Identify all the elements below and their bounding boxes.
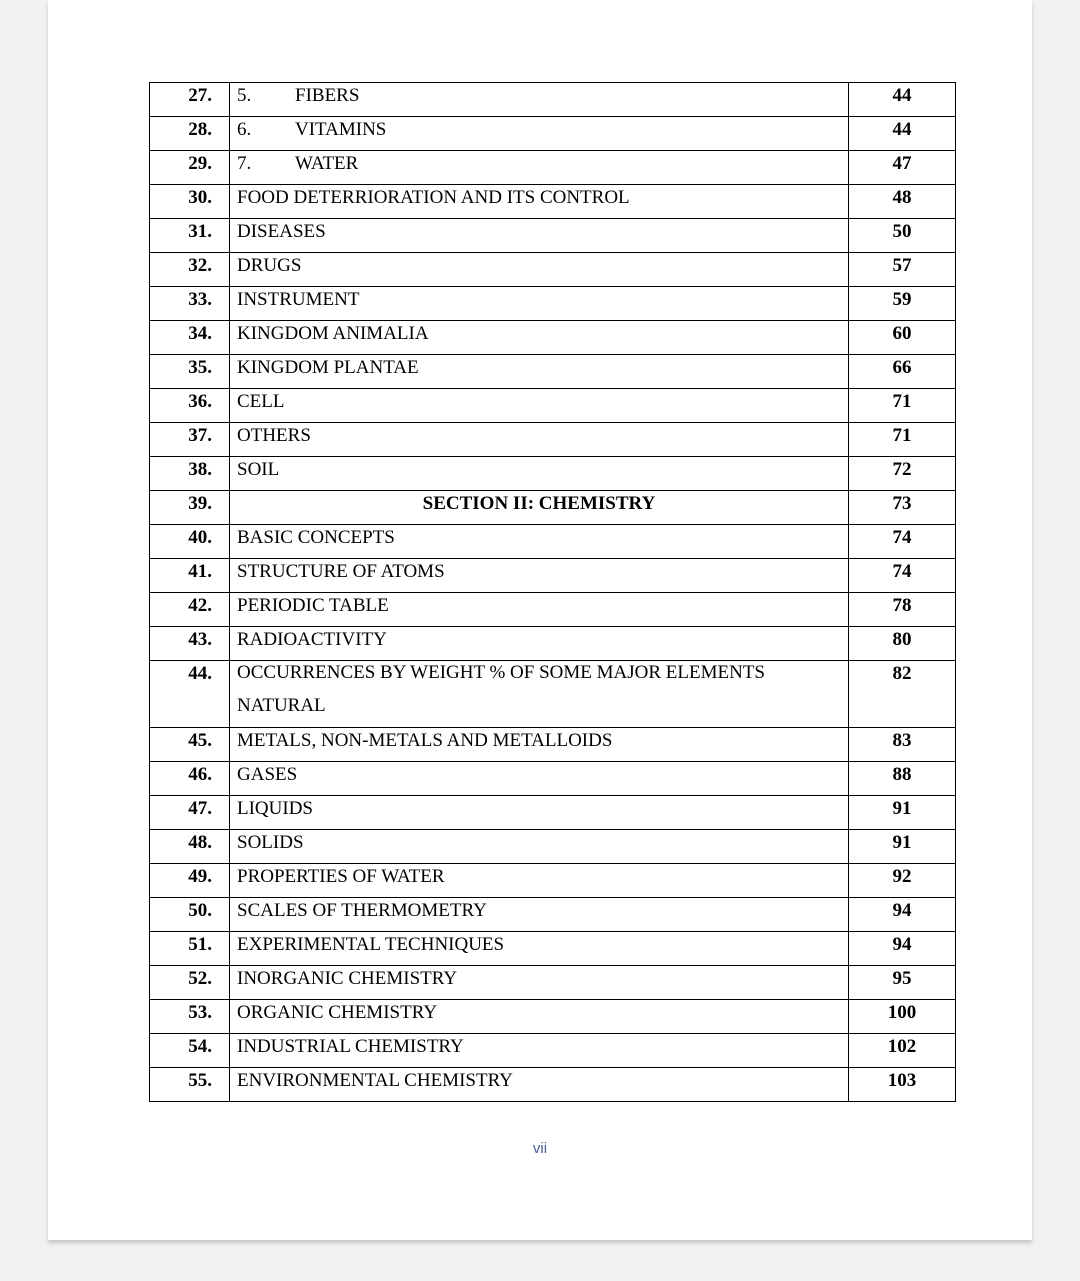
toc-row — [150, 932, 956, 966]
entry-number-text: 55. — [188, 1070, 212, 1091]
table-of-contents — [149, 82, 956, 1102]
entry-number-text: 32. — [188, 255, 212, 276]
toc-entry-number — [150, 287, 230, 321]
page-number-text: 60 — [892, 323, 912, 344]
toc-row — [150, 253, 956, 287]
toc-row — [150, 355, 956, 389]
toc-row — [150, 1034, 956, 1068]
toc-entry-number — [150, 83, 230, 117]
toc-entry-title — [230, 1068, 849, 1102]
toc-row — [150, 185, 956, 219]
entry-title-text — [230, 83, 848, 107]
toc-page-number — [849, 355, 956, 389]
toc-entry-number — [150, 457, 230, 491]
entry-number-text: 50. — [188, 900, 212, 921]
toc-row — [150, 762, 956, 796]
toc-entry-number — [150, 728, 230, 762]
toc-entry-number — [150, 932, 230, 966]
page-number-text: 73 — [892, 493, 912, 514]
toc-row — [150, 321, 956, 355]
toc-row — [150, 491, 956, 525]
entry-number-text: 29. — [188, 153, 212, 174]
toc-entry-number — [150, 1034, 230, 1068]
entry-title-text: PERIODIC TABLE — [237, 595, 389, 616]
entry-title-text — [230, 117, 848, 141]
page-number: vii — [532, 1140, 548, 1157]
page-number-text: 94 — [892, 900, 912, 921]
page-number-text: 50 — [892, 221, 912, 242]
entry-number-text: 44. — [188, 663, 212, 684]
toc-page-number — [849, 491, 956, 525]
toc-entry-number — [150, 1068, 230, 1102]
page-number-text: 95 — [892, 968, 912, 989]
toc-page-number — [849, 627, 956, 661]
page-number-text: 102 — [887, 1036, 917, 1057]
page-number-text: 44 — [892, 119, 912, 140]
toc-page-number — [849, 321, 956, 355]
entry-title-text: LIQUIDS — [237, 798, 313, 819]
entry-number-text: 53. — [188, 1002, 212, 1023]
entry-number-text: 34. — [188, 323, 212, 344]
toc-entry-title — [230, 219, 849, 253]
toc-entry-title — [230, 864, 849, 898]
entry-title-text: KINGDOM PLANTAE — [237, 357, 419, 378]
entry-title-text: STRUCTURE OF ATOMS — [237, 561, 445, 582]
sub-entry-number: 5. — [237, 85, 252, 106]
entry-number-text: 33. — [188, 289, 212, 310]
toc-page-number — [849, 117, 956, 151]
toc-row — [150, 1068, 956, 1102]
entry-title-text: OTHERS — [237, 425, 311, 446]
entry-title-text: FOOD DETERRIORATION AND ITS CONTROL — [237, 187, 630, 208]
toc-entry-number — [150, 762, 230, 796]
entry-number-text: 49. — [188, 866, 212, 887]
entry-title-text: GASES — [237, 764, 298, 785]
toc-entry-number — [150, 525, 230, 559]
toc-entry-title — [230, 830, 849, 864]
page-number-text: 88 — [892, 764, 912, 785]
entry-title-text: SCALES OF THERMOMETRY — [237, 900, 487, 921]
sub-entry-number: 7. — [237, 153, 252, 174]
toc-row — [150, 966, 956, 1000]
entry-number-text: 28. — [188, 119, 212, 140]
entry-number-text: 46. — [188, 764, 212, 785]
toc-entry-title — [230, 1000, 849, 1034]
toc-row — [150, 661, 956, 728]
toc-entry-title — [230, 83, 849, 117]
entry-number-text: 37. — [188, 425, 212, 446]
toc-page-number — [849, 525, 956, 559]
entry-title-text: INDUSTRIAL CHEMISTRY — [237, 1036, 464, 1057]
toc-entry-title — [230, 661, 849, 728]
entry-number-text: 51. — [188, 934, 212, 955]
toc-entry-title — [230, 762, 849, 796]
page-number-text: 59 — [892, 289, 912, 310]
entry-title-text — [230, 151, 848, 175]
toc-page-number — [849, 389, 956, 423]
sub-entry-title: VITAMINS — [295, 119, 387, 140]
toc-entry-number — [150, 219, 230, 253]
toc-row — [150, 728, 956, 762]
entry-title-text: PROPERTIES OF WATER — [237, 866, 445, 887]
toc-entry-title — [230, 253, 849, 287]
page-number-text: 91 — [892, 832, 912, 853]
entry-title-text: INSTRUMENT — [237, 289, 360, 310]
entry-title-text: SOIL — [237, 459, 280, 480]
entry-number-text: 52. — [188, 968, 212, 989]
entry-number-text: 42. — [188, 595, 212, 616]
toc-page-number — [849, 185, 956, 219]
toc-page-number — [849, 457, 956, 491]
toc-section-heading — [230, 491, 849, 525]
toc-entry-number — [150, 117, 230, 151]
page-number-text: 71 — [892, 425, 912, 446]
entry-title-text: SECTION II: CHEMISTRY — [422, 493, 656, 514]
toc-entry-title — [230, 1034, 849, 1068]
toc-row — [150, 593, 956, 627]
toc-entry-title — [230, 287, 849, 321]
toc-row — [150, 219, 956, 253]
entry-title-text: KINGDOM ANIMALIA — [237, 323, 429, 344]
toc-entry-number — [150, 627, 230, 661]
entry-number-text: 39. — [188, 493, 212, 514]
toc-entry-number — [150, 593, 230, 627]
page-number-text: 72 — [892, 459, 912, 480]
entry-title-text: DISEASES — [237, 221, 326, 242]
toc-page-number — [849, 728, 956, 762]
toc-page-number — [849, 151, 956, 185]
toc-entry-number — [150, 151, 230, 185]
page-number-text: 74 — [892, 561, 912, 582]
toc-entry-number — [150, 559, 230, 593]
toc-row — [150, 525, 956, 559]
toc-entry-title — [230, 185, 849, 219]
page-number-text: 44 — [892, 85, 912, 106]
entry-title-text: CELL — [237, 391, 285, 412]
page-number-text: 48 — [892, 187, 912, 208]
toc-entry-number — [150, 253, 230, 287]
toc-page-number — [849, 253, 956, 287]
page-number-text: 66 — [892, 357, 912, 378]
toc-page-number — [849, 796, 956, 830]
toc-entry-title — [230, 796, 849, 830]
toc-entry-number — [150, 898, 230, 932]
toc-page-number — [849, 762, 956, 796]
toc-entry-title — [230, 321, 849, 355]
toc-entry-number — [150, 355, 230, 389]
toc-entry-number — [150, 864, 230, 898]
sub-entry-title: WATER — [295, 153, 359, 174]
toc-entry-number — [150, 661, 230, 728]
toc-page-number — [849, 1068, 956, 1102]
toc-entry-number — [150, 423, 230, 457]
toc-row — [150, 830, 956, 864]
toc-entry-title — [230, 525, 849, 559]
toc-entry-title — [230, 389, 849, 423]
toc-page-number — [849, 423, 956, 457]
entry-title-text: SOLIDS — [237, 832, 304, 853]
toc-entry-title — [230, 559, 849, 593]
entry-number-text: 27. — [188, 85, 212, 106]
toc-page-number — [849, 830, 956, 864]
toc-entry-title — [230, 932, 849, 966]
entry-number-text: 36. — [188, 391, 212, 412]
page-number-text: 80 — [892, 629, 912, 650]
page-number-text: 78 — [892, 595, 912, 616]
toc-entry-number — [150, 185, 230, 219]
toc-page-number — [849, 1034, 956, 1068]
toc-page-number — [849, 1000, 956, 1034]
toc-row — [150, 151, 956, 185]
toc-entry-number — [150, 966, 230, 1000]
toc-row — [150, 287, 956, 321]
sub-entry-number: 6. — [237, 119, 252, 140]
toc-entry-title — [230, 728, 849, 762]
page-number-text: 71 — [892, 391, 912, 412]
toc-page-number — [849, 864, 956, 898]
toc-entry-number — [150, 796, 230, 830]
entry-number-text: 38. — [188, 459, 212, 480]
toc-body — [150, 83, 956, 1102]
toc-row — [150, 457, 956, 491]
page-number-text: 100 — [887, 1002, 917, 1023]
entry-number-text: 54. — [188, 1036, 212, 1057]
entry-title-text: OCCURRENCES BY WEIGHT % OF SOME MAJOR ELEMENTS NATURAL — [237, 662, 765, 716]
entry-title-text: BASIC CONCEPTS — [237, 527, 395, 548]
entry-title-text: METALS, NON-METALS AND METALLOIDS — [237, 730, 613, 751]
toc-entry-title — [230, 457, 849, 491]
entry-number-text: 48. — [188, 832, 212, 853]
page-number-text: 47 — [892, 153, 912, 174]
toc-row — [150, 423, 956, 457]
entry-number-text: 43. — [188, 629, 212, 650]
toc-entry-title — [230, 966, 849, 1000]
toc-page-number — [849, 287, 956, 321]
entry-number-text: 40. — [188, 527, 212, 548]
page-number-text: 74 — [892, 527, 912, 548]
toc-row — [150, 796, 956, 830]
toc-row — [150, 898, 956, 932]
toc-entry-number — [150, 491, 230, 525]
page-number-text: 57 — [892, 255, 912, 276]
toc-row — [150, 389, 956, 423]
entry-number-text: 30. — [188, 187, 212, 208]
page-number-text: 103 — [887, 1070, 917, 1091]
toc-page-number — [849, 661, 956, 728]
toc-entry-number — [150, 321, 230, 355]
document-page — [48, 0, 1032, 1240]
toc-entry-title — [230, 593, 849, 627]
toc-row — [150, 83, 956, 117]
sub-entry-title: FIBERS — [295, 85, 360, 106]
page-number-text: 91 — [892, 798, 912, 819]
toc-row — [150, 559, 956, 593]
toc-entry-number — [150, 1000, 230, 1034]
entry-title-text: ORGANIC CHEMISTRY — [237, 1002, 438, 1023]
toc-page-number — [849, 593, 956, 627]
toc-page-number — [849, 966, 956, 1000]
toc-page-number — [849, 932, 956, 966]
toc-entry-title — [230, 355, 849, 389]
page-number-text: 94 — [892, 934, 912, 955]
entry-number-text: 41. — [188, 561, 212, 582]
toc-entry-number — [150, 830, 230, 864]
toc-entry-title — [230, 117, 849, 151]
toc-page-number — [849, 559, 956, 593]
entry-title-text: ENVIRONMENTAL CHEMISTRY — [237, 1070, 513, 1091]
toc-page-number — [849, 219, 956, 253]
toc-entry-title — [230, 151, 849, 185]
toc-page-number — [849, 83, 956, 117]
entry-title-text: RADIOACTIVITY — [237, 629, 387, 650]
entry-title-text: INORGANIC CHEMISTRY — [237, 968, 458, 989]
toc-entry-number — [150, 389, 230, 423]
toc-row — [150, 117, 956, 151]
toc-row — [150, 864, 956, 898]
toc-page-number — [849, 898, 956, 932]
entry-number-text: 35. — [188, 357, 212, 378]
toc-row — [150, 1000, 956, 1034]
entry-number-text: 47. — [188, 798, 212, 819]
page-number-text: 82 — [892, 663, 912, 684]
entry-number-text: 45. — [188, 730, 212, 751]
toc-entry-title — [230, 423, 849, 457]
entry-number-text: 31. — [188, 221, 212, 242]
entry-title-text: EXPERIMENTAL TECHNIQUES — [237, 934, 505, 955]
page-number-text: 92 — [892, 866, 912, 887]
page-number-text: 83 — [892, 730, 912, 751]
entry-title-text: DRUGS — [237, 255, 302, 276]
toc-entry-title — [230, 898, 849, 932]
